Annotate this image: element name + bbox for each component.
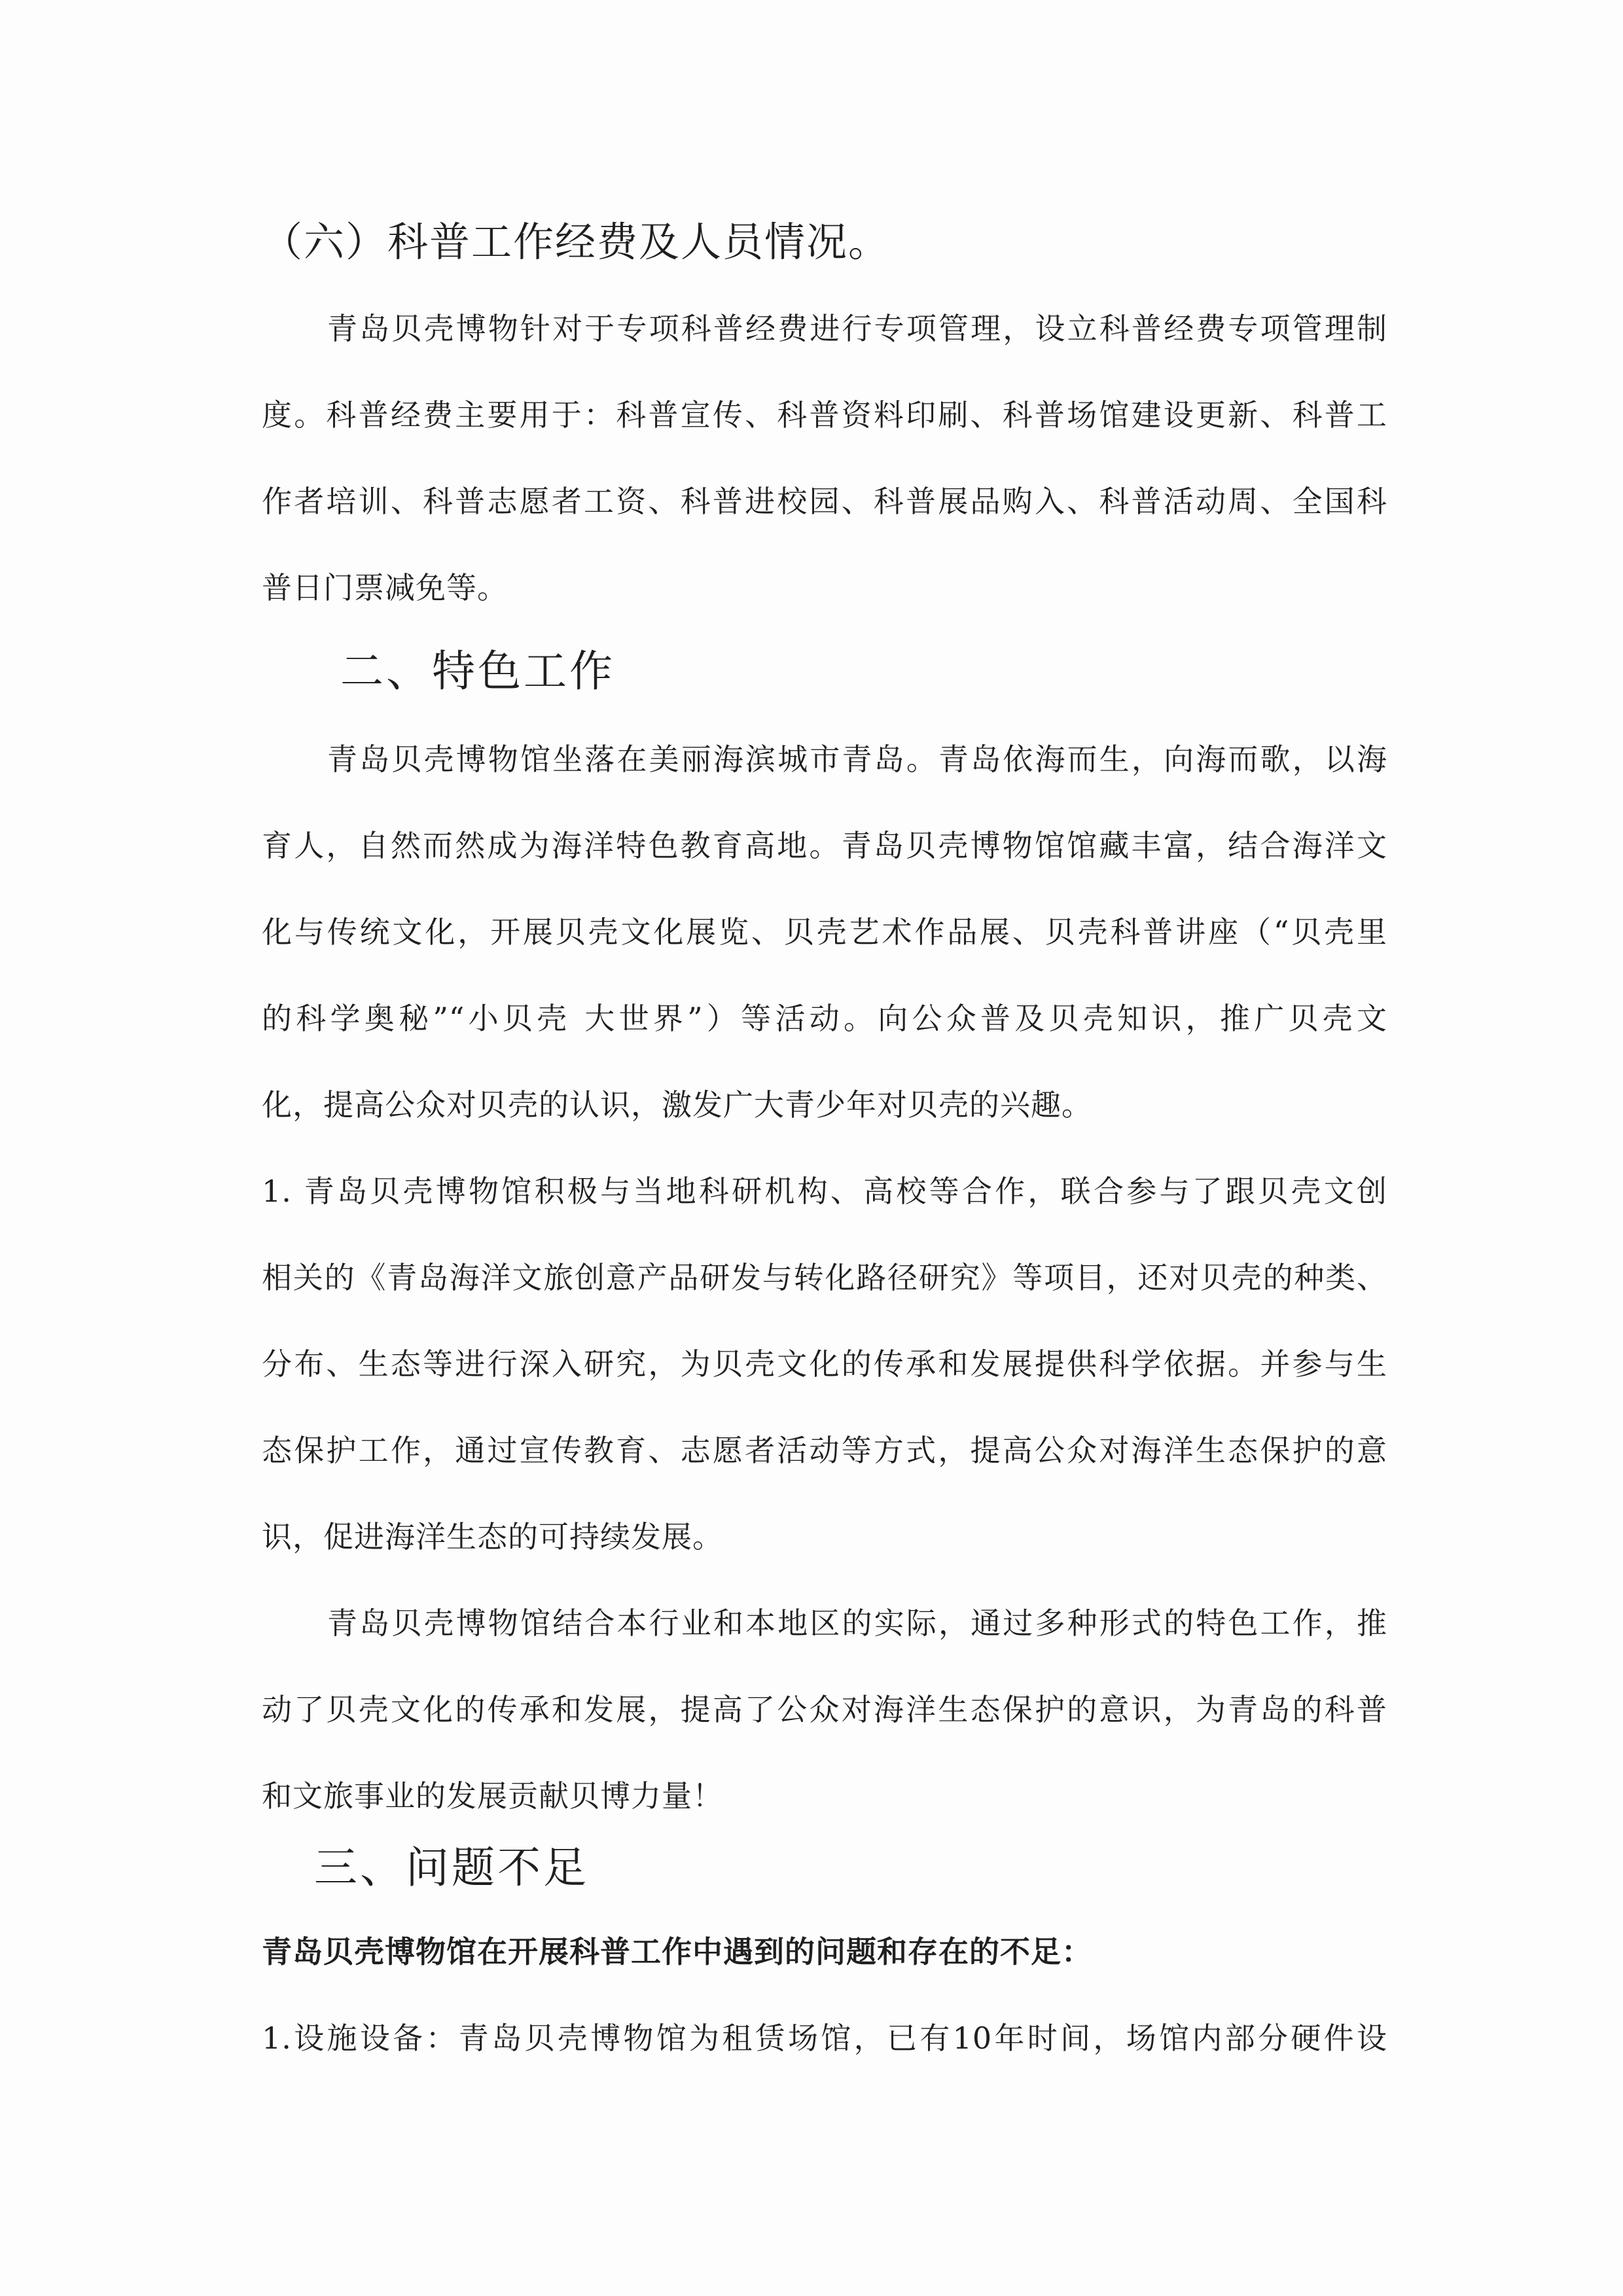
paragraph-line: 化，提高公众对贝壳的认识，激发广大青少年对贝壳的兴趣。 bbox=[262, 1087, 1092, 1122]
paragraph-line: 度。科普经费主要用于：科普宣传、科普资料印刷、科普场馆建设更新、科普工 bbox=[262, 397, 1387, 433]
paragraph-line: 青岛贝壳博物馆结合本行业和本地区的实际，通过多种形式的特色工作，推 bbox=[327, 1605, 1387, 1641]
paragraph-line: 和文旅事业的发展贡献贝博力量！ bbox=[262, 1778, 723, 1814]
paragraph-line: 的科学奥秘”“小贝壳 大世界”）等活动。向公众普及贝壳知识，推广贝壳文 bbox=[262, 1001, 1387, 1036]
list-item-line: 分布、生态等进行深入研究，为贝壳文化的传承和发展提供科学依据。并参与生 bbox=[262, 1346, 1387, 1382]
paragraph-line: 青岛贝壳博物针对于专项科普经费进行专项管理，设立科普经费专项管理制 bbox=[327, 311, 1387, 346]
list-item-line: 1.设施设备：青岛贝壳博物馆为租赁场馆，已有10年时间，场馆内部分硬件设 bbox=[262, 2020, 1387, 2056]
section-three-heading: 三、问题不足 bbox=[314, 1842, 589, 1893]
paragraph-line: 化与传统文化，开展贝壳文化展览、贝壳艺术作品展、贝壳科普讲座（“贝壳里 bbox=[262, 914, 1387, 950]
paragraph-line: 青岛贝壳博物馆坐落在美丽海滨城市青岛。青岛依海而生，向海而歌，以海 bbox=[327, 742, 1387, 777]
paragraph-line: 动了贝壳文化的传承和发展，提高了公众对海洋生态保护的意识，为青岛的科普 bbox=[262, 1692, 1387, 1727]
list-item-line: 识，促进海洋生态的可持续发展。 bbox=[262, 1519, 723, 1554]
paragraph-line: 育人，自然而然成为海洋特色教育高地。青岛贝壳博物馆馆藏丰富，结合海洋文 bbox=[262, 828, 1387, 863]
paragraph-line: 普日门票减免等。 bbox=[262, 570, 508, 605]
section-two-heading: 二、特色工作 bbox=[340, 646, 615, 696]
section-six-heading: （六）科普工作经费及人员情况。 bbox=[262, 218, 891, 266]
paragraph-line: 作者培训、科普志愿者工资、科普进校园、科普展品购入、科普活动周、全国科 bbox=[262, 484, 1387, 519]
list-item-line: 1. 青岛贝壳博物馆积极与当地科研机构、高校等合作，联合参与了跟贝壳文创 bbox=[262, 1174, 1387, 1209]
list-item-line: 相关的《青岛海洋文旅创意产品研发与转化路径研究》等项目，还对贝壳的种类、 bbox=[262, 1260, 1387, 1295]
section-three-intro: 青岛贝壳博物馆在开展科普工作中遇到的问题和存在的不足： bbox=[262, 1934, 1092, 1969]
list-item-line: 态保护工作，通过宣传教育、志愿者活动等方式，提高公众对海洋生态保护的意 bbox=[262, 1433, 1387, 1468]
